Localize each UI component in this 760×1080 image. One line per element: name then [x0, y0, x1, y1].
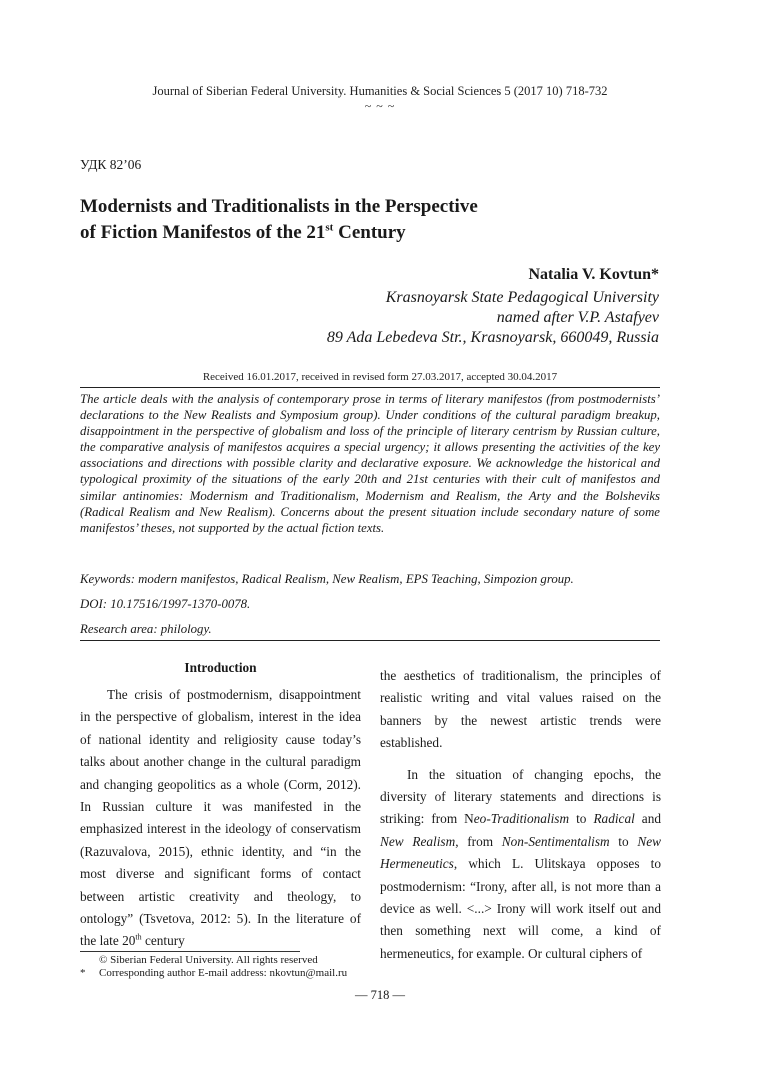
affiliation-line-2: named after V.P. Astafyev	[496, 309, 659, 326]
abstract-top-rule	[80, 387, 660, 388]
abstract: The article deals with the analysis of contemporary prose in terms of literary manifestos (from postmodernists’ declarations to the New Realists and Symposium group). Under conditions of the cultural paradigm breakup, disappointment in the perspective of globalism and loss of the principle of literary centrism by Russian culture, the comparative analysis of manifestos acquires a special urgency; it allows presenting the activities of the key associations and directions with possible clarity and declarative exposure. We acknowledge the historical and typological proximity of the situations of the early 20th and 21st centuries with their cult of manifestos and similar antinomies: Modernism and Traditionalism, Modernism and Realism, the Arty and the Bolsheviks (Radical Realism and New Realism). Concerns about the present situation include secondary nature of some manifestos’ theses, not supported by the actual fiction texts.	[80, 392, 660, 535]
keywords: Keywords: modern manifestos, Radical Realism, New Realism, EPS Teaching, Simpozion group.	[80, 572, 574, 586]
body-column-left	[80, 684, 361, 953]
footnote-corresponding: * Corresponding author E-mail address: nkovtun@mail.ru	[80, 967, 348, 979]
received-dates: Received 16.01.2017, received in revised form 27.03.2017, accepted 30.04.2017	[202, 371, 558, 383]
research-area: Research area: philology.	[80, 622, 212, 636]
title-line-2: of Fiction Manifestos of the 21st Century	[80, 221, 406, 243]
intro-paragraph-1: The crisis of postmodernism, disappointment in the perspective of globalism, interest in the idea of national identity and religiosity cause today’s talks about another change in the cultural paradigm and changing geopolitics as a whole (Corm, 2012). In Russian culture it was manifested in the emphasized interest in the ideology of conservatism (Razuvalova, 2015), ethnic identity, and “in the most diverse and significant forms of contact between artistic creativity and theology, to ontology” (Tsvetova, 2012: 5). In the literature of the late 20th century	[80, 687, 361, 949]
author-name: Natalia V. Kovtun*	[528, 266, 659, 283]
abstract-bottom-rule	[80, 640, 660, 641]
author-affiliation	[327, 288, 659, 348]
footnote-rule	[80, 951, 300, 952]
affiliation-line-3: 89 Ada Lebedeva Str., Krasnoyarsk, 660049, Russia	[326, 329, 659, 346]
affiliation-line-1: Krasnoyarsk State Pedagogical University	[385, 289, 659, 306]
doi: DOI: 10.17516/1997-1370-0078.	[80, 597, 251, 611]
title-line-1: Modernists and Traditionalists in the Perspective	[80, 196, 478, 217]
udk-code: УДК 82’06	[80, 157, 142, 172]
body-column-right	[380, 665, 661, 965]
intro-paragraph-continued: the aesthetics of traditionalism, the principles of realistic writing and vital values raised on the banners by the newest artistic trends were established.	[380, 668, 661, 751]
intro-paragraph-2: In the situation of changing epochs, the diversity of literary statements and directions is striking: from Neo-Traditionalism to Radical and New Realism, from Non-Sentimentalism to New Hermeneutics, which L. Ulitskaya opposes to postmodernism: “Irony, after all, is not more than a device as well. <...> Irony will work itself out and then something next will come, a kind of hermeneutics, for example. Or cultural ciphers of	[380, 766, 661, 961]
footnote-copyright: © Siberian Federal University. All rights reserved	[99, 954, 318, 966]
article-title	[80, 194, 640, 246]
header-separator: ~ ~ ~	[364, 99, 396, 113]
journal-header: Journal of Siberian Federal University. Humanities & Social Sciences 5 (2017 10) 718-732	[152, 84, 608, 98]
page-number: — 718 —	[355, 988, 405, 1002]
section-heading-introduction: Introduction	[184, 660, 257, 675]
